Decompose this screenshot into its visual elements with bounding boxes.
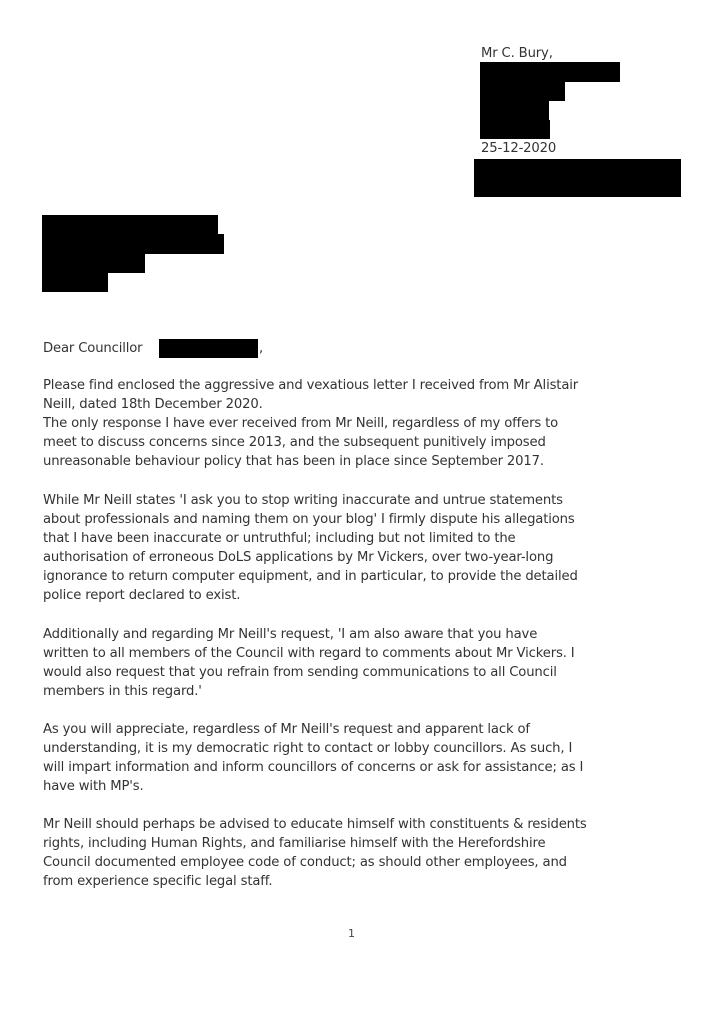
body-line: While Mr Neill states 'I ask you to stop writing inaccurate and untrue statements (43, 493, 563, 508)
body-line: members in this regard.' (43, 684, 202, 699)
letter-date: 25-12-2020 (481, 141, 557, 156)
body-line: written to all members of the Council with regard to comments about Mr Vickers. I (43, 646, 575, 661)
body-line: police report declared to exist. (43, 588, 241, 603)
body-paragraph-5 (43, 815, 683, 891)
body-line: meet to discuss concerns since 2013, and the subsequent punitively imposed (43, 435, 546, 450)
body-line: about professionals and naming them on your blog' I firmly dispute his allegations (43, 512, 575, 527)
body-line: unreasonable behaviour policy that has been in place since September 2017. (43, 454, 544, 469)
body-line: authorisation of erroneous DoLS applications by Mr Vickers, over two-year-long (43, 550, 554, 565)
salutation-prefix: Dear Councillor (43, 341, 143, 356)
body-line: Neill, dated 18th December 2020. (43, 397, 263, 412)
body-line: have with MP's. (43, 779, 144, 794)
redacted-sender-address-line-3 (480, 101, 549, 120)
body-line: Mr Neill should perhaps be advised to educate himself with constituents & residents (43, 817, 587, 832)
body-paragraph-2 (43, 491, 683, 605)
body-line: from experience specific legal staff. (43, 874, 273, 889)
body-paragraph-1 (43, 376, 683, 471)
body-line: ignorance to return computer equipment, and in particular, to provide the detailed (43, 569, 578, 584)
redacted-sender-contact (474, 159, 681, 197)
redacted-recipient-line-2 (42, 234, 224, 254)
redacted-sender-address-line-2 (480, 82, 565, 101)
body-line: Please find enclosed the aggressive and vexatious letter I received from Mr Alistair (43, 378, 579, 393)
redacted-councillor-name (159, 339, 258, 358)
redacted-recipient-line-1 (42, 215, 218, 234)
redacted-sender-address-line-1 (480, 62, 620, 82)
body-line: Additionally and regarding Mr Neill's request, 'I am also aware that you have (43, 627, 538, 642)
redacted-recipient-line-4 (42, 273, 108, 292)
body-line: As you will appreciate, regardless of Mr Neill's request and apparent lack of (43, 722, 530, 737)
body-line: would also request that you refrain from sending communications to all Council (43, 665, 557, 680)
body-line: understanding, it is my democratic right to contact or lobby councillors. As such, I (43, 741, 573, 756)
body-line: will impart information and inform councillors of concerns or ask for assistance; as I (43, 760, 584, 775)
body-line: rights, including Human Rights, and familiarise himself with the Herefordshire (43, 836, 546, 851)
body-paragraph-4 (43, 720, 683, 796)
page-number: 1 (348, 927, 355, 940)
salutation-comma: , (259, 341, 264, 356)
redacted-recipient-line-3 (42, 254, 145, 273)
body-line: The only response I have ever received from Mr Neill, regardless of my offers to (43, 416, 559, 431)
redacted-sender-address-line-4 (480, 120, 550, 139)
sender-name: Mr C. Bury, (481, 46, 553, 61)
body-paragraph-3 (43, 625, 683, 701)
body-line: that I have been inaccurate or untruthful; including but not limited to the (43, 531, 516, 546)
body-line: Council documented employee code of conduct; as should other employees, and (43, 855, 567, 870)
